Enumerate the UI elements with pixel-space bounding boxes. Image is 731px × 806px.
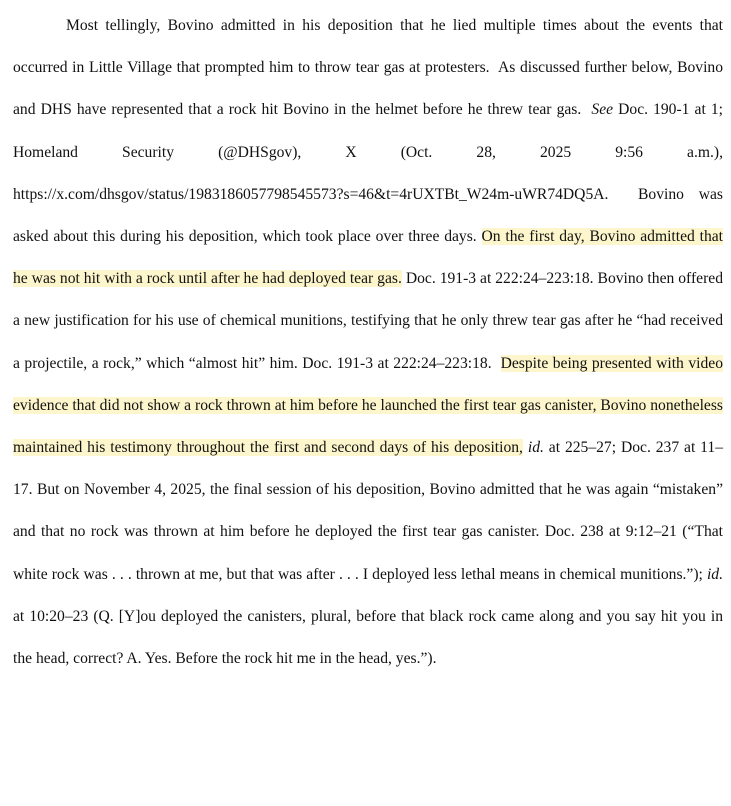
citation-dhs-post: Doc. 190-1 at 1; Homeland Security (@DHSgov), X (Oct. 28, 2025 9:56 a.m.), https://x.com/dhsgov/status/1983186057798545573?s=46&t=4rUXTBt_W24m-uWR74DQ5A. bbox=[13, 101, 723, 203]
highlight-video-evidence: Despite being presented with video evidence that did not show a rock thrown at him before he launched the first tear gas canister, Bovino nonetheless maintained his testimony throughout the first and second days of his deposition, bbox=[13, 354, 723, 457]
sentence-new-justification: Doc. 191-3 at 222:24–223:18. Bovino then offered a new justification for his use of chemical munitions, testifying that he only threw tear gas after he “had received a projectile, a rock,” which “almost hit” him. Doc. 191-3 at 222:24–223:18. bbox=[13, 270, 723, 372]
body-paragraph bbox=[13, 5, 723, 680]
sentence-canisters-quote: at 10:20–23 (Q. [Y]ou deployed the canisters, plural, before that black rock came along and you say hit you in the head, correct? A. Yes. Before the rock hit me in the head, yes.”). bbox=[13, 607, 723, 668]
sentence-dhs-representation: As discussed further below, Bovino and DHS have represented that a rock hit Bovino in the helmet before he threw tear gas. bbox=[13, 59, 723, 119]
see-signal: See bbox=[591, 101, 614, 119]
sentence-deposition-lies: Most tellingly, Bovino admitted in his deposition that he lied multiple times about the events that occurred in Little Village that prompted him to throw tear gas at protesters. bbox=[13, 17, 723, 77]
highlight-first-day-admission: On the first day, Bovino admitted that he was not hit with a rock until after he had deployed tear gas. bbox=[13, 228, 724, 288]
id-citation-2: id. bbox=[706, 565, 723, 583]
id-citation-1: id. bbox=[527, 439, 544, 457]
sentence-final-session: at 225–27; Doc. 237 at 11–17. But on November 4, 2025, the final session of his deposition, Bovino admitted that he was again “mistaken” and that no rock was thrown at him before he deployed the first tear gas canister. Doc. 238 at 9:12–21 (“That white rock was . . . thrown at me, but that was after . . . I deployed less lethal means in chemical munitions.”); bbox=[13, 439, 723, 583]
sentence-three-days: Bovino was asked about this during his deposition, which took place over three days. bbox=[13, 185, 723, 246]
